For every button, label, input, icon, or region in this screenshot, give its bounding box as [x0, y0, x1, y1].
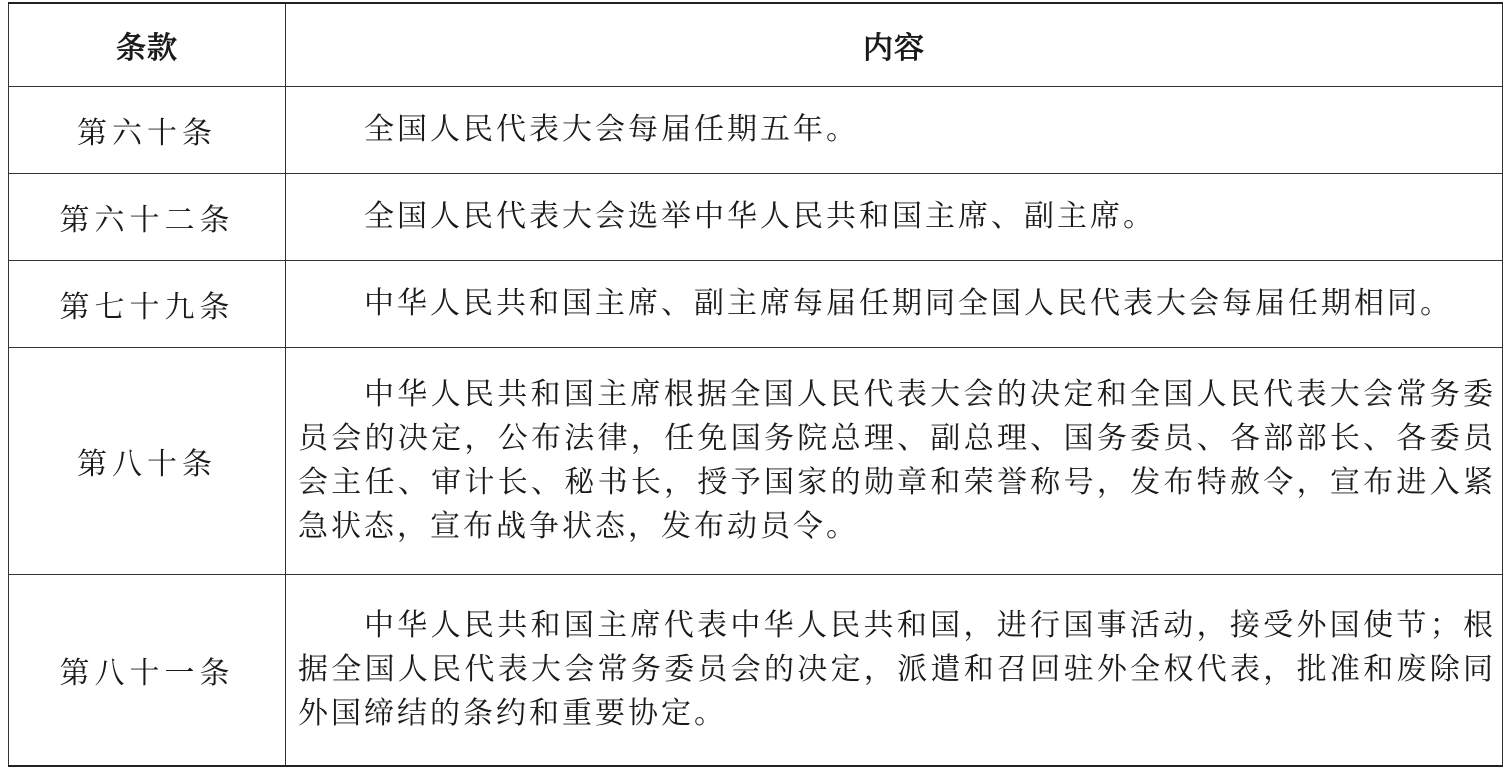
article-content-cell: [286, 174, 1503, 261]
article-content: 中华人民共和国主席、副主席每届任期同全国人民代表大会每届任期相同。: [364, 286, 1453, 321]
table-row: [9, 261, 1503, 348]
table-row: [9, 87, 1503, 174]
article-number: 第七十九条: [9, 261, 286, 348]
article-number: 第八十一条: [9, 575, 286, 767]
article-content: 全国人民代表大会每届任期五年。: [364, 112, 859, 147]
article-content: 中华人民共和国主席代表中华人民共和国，进行国事活动，接受外国使节；根据全国人民代表大会常务委员会的决定，派遣和召回驻外全权代表，批准和废除同外国缔结的条约和重要协定。: [298, 608, 1496, 731]
table-row: [9, 174, 1503, 261]
article-number: 第八十条: [9, 348, 286, 575]
article-content-cell: [286, 348, 1503, 575]
article-number: 第六十二条: [9, 174, 286, 261]
table-row: [9, 348, 1503, 575]
table-row: [9, 575, 1503, 767]
article-content-cell: [286, 87, 1503, 174]
content-column-header: 内容: [286, 3, 1503, 87]
article-content: 全国人民代表大会选举中华人民共和国主席、副主席。: [364, 199, 1156, 234]
article-content: 中华人民共和国主席根据全国人民代表大会的决定和全国人民代表大会常务委员会的决定，公布法律，任免国务院总理、副总理、国务委员、各部部长、各委员会主任、审计长、秘书长，授予国家的勋章和荣誉称号，发布特赦令，宣布进入紧急状态，宣布战争状态，发布动员令。: [298, 377, 1496, 544]
article-content-cell: [286, 575, 1503, 767]
article-number: 第六十条: [9, 87, 286, 174]
constitution-articles-table: [8, 2, 1503, 767]
article-content-cell: [286, 261, 1503, 348]
table-header-row: [9, 3, 1503, 87]
article-column-header: 条款: [9, 3, 286, 87]
